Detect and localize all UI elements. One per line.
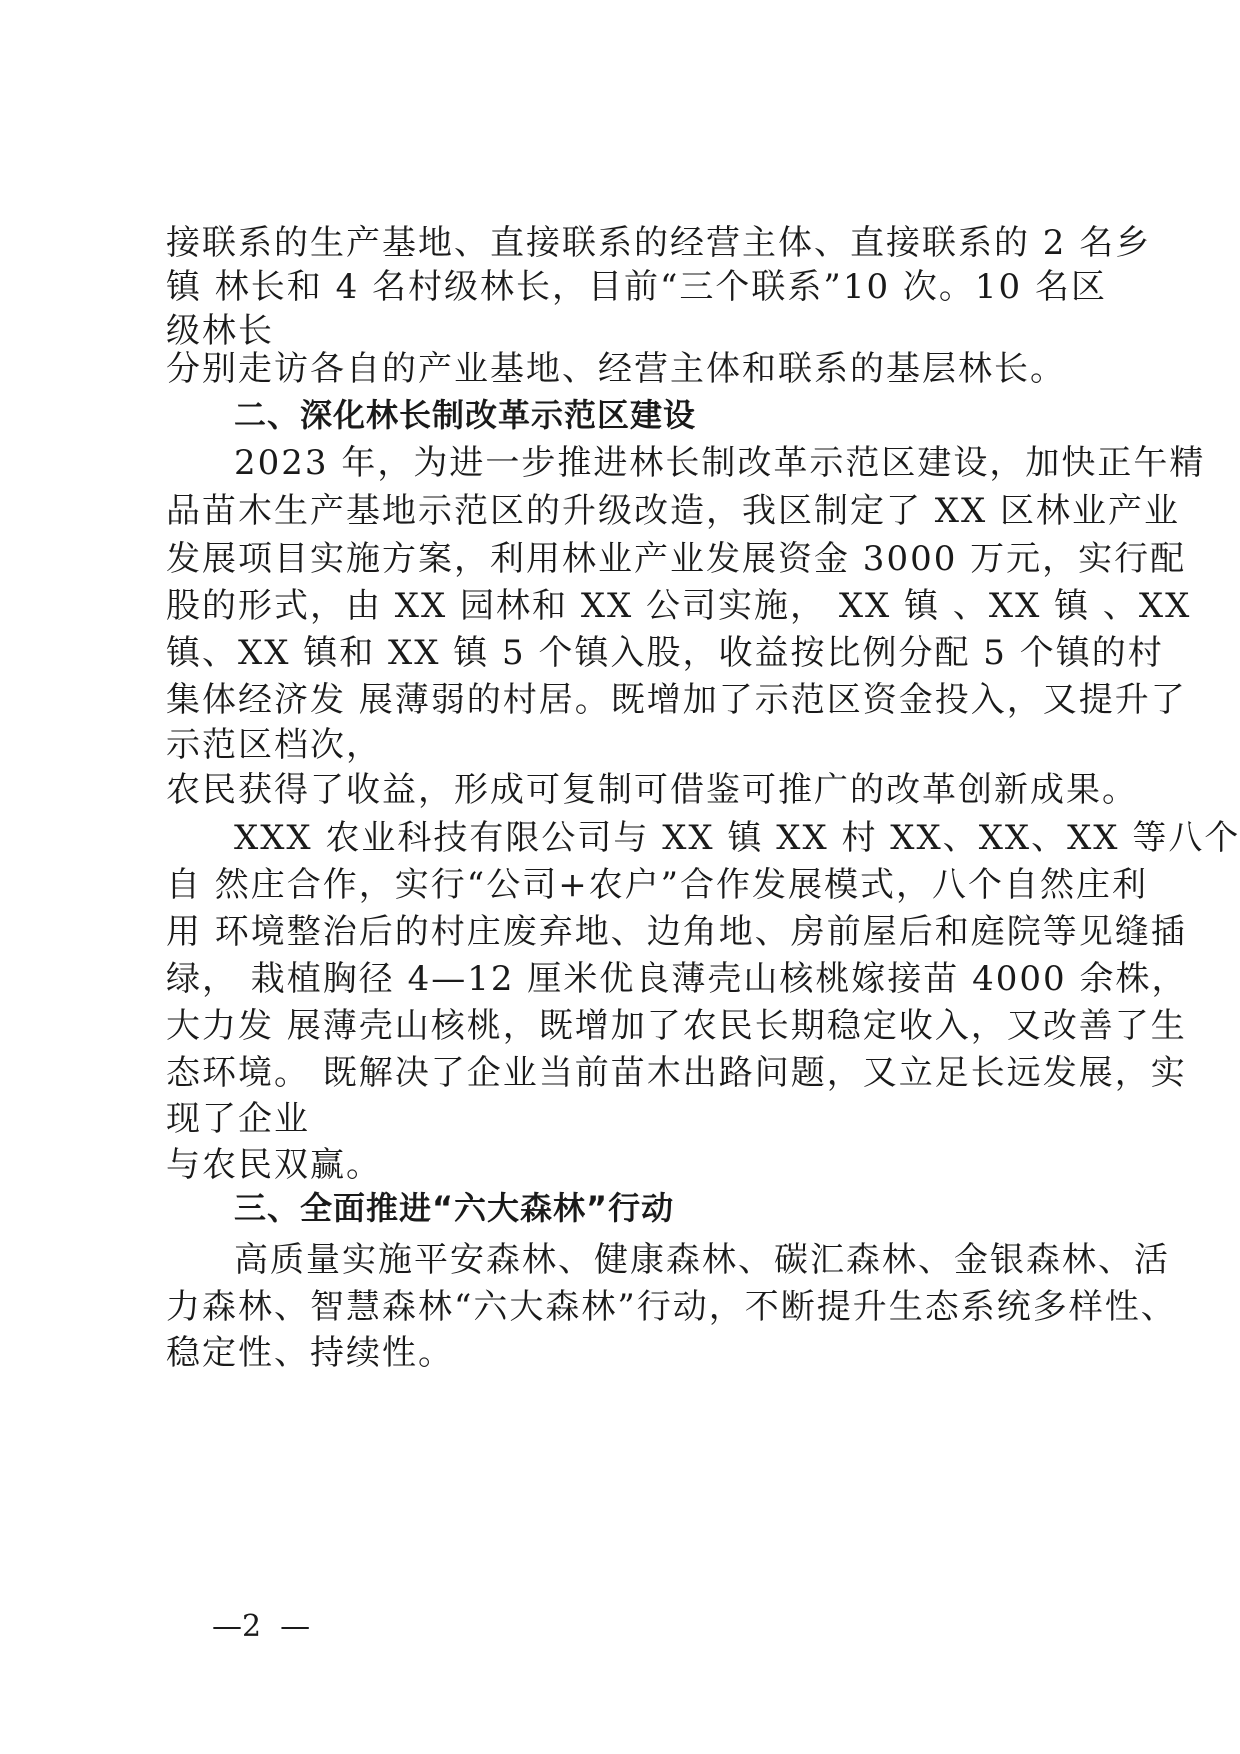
text-line: 稳定性、持续性。 [166, 1333, 454, 1373]
text-line: 态环境。 既解决了企业当前苗木出路问题，又立足长远发展，实 [166, 1053, 1187, 1093]
text-line: 镇 林长和 4 名村级林长，目前“三个联系”10 次。10 名区 [166, 267, 1107, 307]
text-line: 集体经济发 展薄弱的村居。既增加了示范区资金投入，又提升了 [166, 680, 1187, 720]
text-line: 2023 年，为进一步推进林长制改革示范区建设，加快正午精 [234, 443, 1206, 483]
text-line: 与农民双赢。 [166, 1145, 382, 1185]
text-line: 接联系的生产基地、直接联系的经营主体、直接联系的 2 名乡 [166, 223, 1152, 263]
text-line: 发展项目实施方案，利用林业产业发展资金 3000 万元，实行配 [166, 539, 1187, 579]
text-line: 大力发 展薄壳山核桃，既增加了农民长期稳定收入，又改善了生 [166, 1006, 1187, 1046]
text-line: 绿， 栽植胸径 4—12 厘米优良薄壳山核桃嫁接苗 4000 余株， [166, 959, 1188, 999]
text-line: 分别走访各自的产业基地、经营主体和联系的基层林长。 [166, 349, 1066, 389]
text-line: XXX 农业科技有限公司与 XX 镇 XX 村 XX、XX、XX 等八个 [234, 818, 1240, 858]
text-line: 股的形式，由 XX 园林和 XX 公司实施， XX 镇 、XX 镇 、XX [166, 586, 1192, 626]
text-line: 品苗木生产基地示范区的升级改造，我区制定了 XX 区林业产业 [166, 491, 1181, 531]
text-line: 示范区档次， [166, 725, 382, 765]
text-line: 用 环境整治后的村庄废弃地、边角地、房前屋后和庭院等见缝插 [166, 912, 1187, 952]
text-line: 高质量实施平安森林、健康森林、碳汇森林、金银森林、活 [234, 1240, 1170, 1280]
text-line: 农民获得了收益，形成可复制可借鉴可推广的改革创新成果。 [166, 770, 1138, 810]
text-line: 现了企业 [166, 1099, 310, 1139]
page-number: —2 — [212, 1609, 311, 1644]
text-line: 镇、XX 镇和 XX 镇 5 个镇入股，收益按比例分配 5 个镇的村 [166, 633, 1164, 673]
text-line: 级林长 [166, 311, 274, 351]
section-heading: 二、深化林长制改革示范区建设 [234, 396, 697, 434]
text-line: 自 然庄合作，实行“公司+农户”合作发展模式，八个自然庄利 [166, 865, 1149, 905]
text-line: 力森林、智慧森林“六大森林”行动，不断提升生态系统多样性、 [166, 1287, 1177, 1327]
section-heading: 三、全面推进“六大森林”行动 [234, 1189, 675, 1227]
